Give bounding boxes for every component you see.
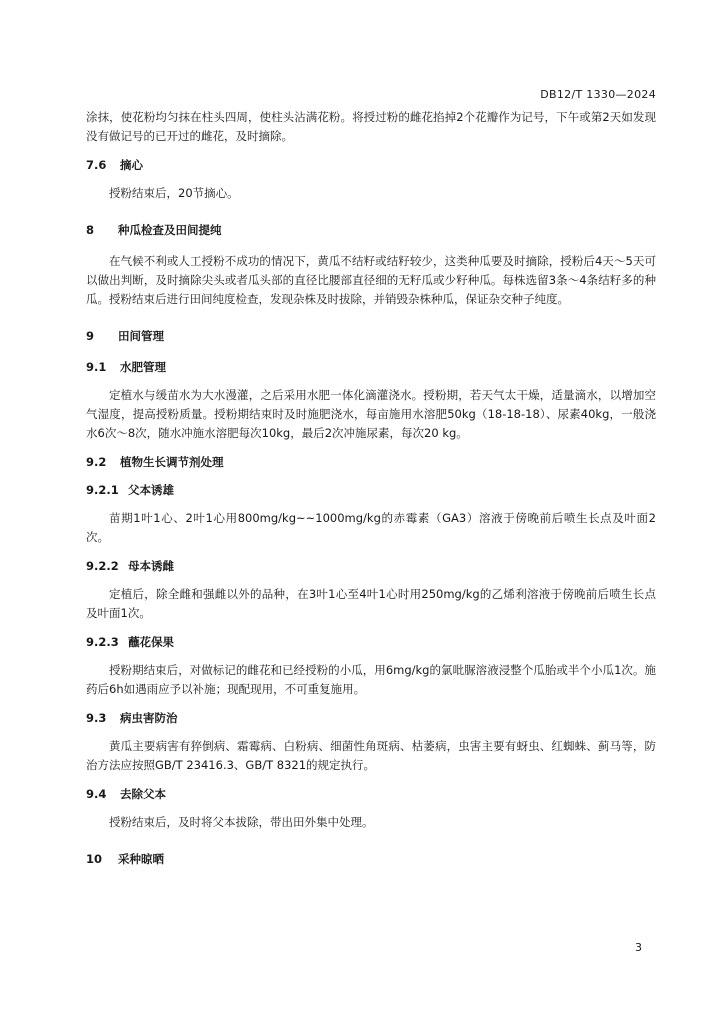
section-title: 去除父本 <box>120 787 166 801</box>
paragraph: 苗期1叶1心、2叶1心用800mg/kg~~1000mg/kg的赤霉素（GA3）溶液于傍晚前后喷生长点及叶面2次。 <box>86 511 656 544</box>
section-title: 病虫害防治 <box>120 711 178 725</box>
section-number: 9.3 <box>86 711 107 725</box>
section-title: 植物生长调节剂处理 <box>120 455 224 469</box>
paragraph: 在气候不利或人工授粉不成功的情况下，黄瓜不结籽或结籽较少，这类种瓜要及时摘除，授粉后4天～5天可以做出判断，及时摘除尖头或者瓜头部的直径比腰部直径细的无籽瓜或少籽种瓜。每株选留3条～4条结籽多的种瓜。授粉结束后进行田间纯度检查，发现杂株及时拔除，并销毁杂株种瓜，保证杂交种子纯度。 <box>86 254 656 306</box>
section-title: 母本诱雌 <box>128 559 174 573</box>
page-number: 3 <box>635 941 642 954</box>
section-number: 9.4 <box>86 787 107 801</box>
section-heading <box>86 709 656 728</box>
section-number: 9 <box>86 329 95 343</box>
section-title: 种瓜检查及田间提纯 <box>118 223 222 237</box>
section-heading <box>86 557 656 576</box>
section-number: 9.2 <box>86 455 107 469</box>
paragraph: 黄瓜主要病害有猝倒病、霜霉病、白粉病、细菌性角斑病、枯萎病，虫害主要有蚜虫、红蜘蛛、蓟马等，防治方法应按照GB/T 23416.3、GB/T 8321的规定执行。 <box>86 739 656 772</box>
paragraph: 授粉结束后，及时将父本拔除，带出田外集中处理。 <box>109 815 374 829</box>
section-title: 蘸花保果 <box>128 635 174 649</box>
paragraph: 定植水与缓苗水为大水漫灌，之后采用水肥一体化滴灌浇水。授粉期，若天气太干燥，适量滴水，以增加空气湿度，提高授粉质量。授粉期结束时及时施肥浇水，每亩施用水溶肥50kg（18-18-18）、尿素40kg，一般浇水6次～8次，随水冲施水溶肥每次10kg，最后2次冲施尿素，每次20 kg。 <box>86 388 656 440</box>
paragraph: 涂抹，使花粉均匀抹在柱头四周，使柱头沾满花粉。将授过粉的雌花掐掉2个花瓣作为记号，下午或第2天如发现没有做记号的已开过的雌花，及时摘除。 <box>86 110 656 143</box>
section-heading <box>86 358 656 377</box>
document-body <box>86 108 656 881</box>
paragraph: 授粉期结束后，对做标记的雌花和已经授粉的小瓜，用6mg/kg的氯吡脲溶液浸整个瓜胎或半个小瓜1次。施药后6h如遇雨应予以补施；现配现用，不可重复施用。 <box>86 663 656 696</box>
section-title: 采种晾晒 <box>118 852 164 866</box>
section-title: 水肥管理 <box>120 360 166 374</box>
section-number: 9.2.2 <box>86 559 119 573</box>
section-number: 9.2.1 <box>86 483 119 497</box>
section-heading <box>86 481 656 500</box>
section-heading <box>86 453 656 472</box>
section-heading <box>86 850 656 869</box>
section-number: 9.1 <box>86 360 107 374</box>
section-title: 摘心 <box>120 158 143 172</box>
section-heading <box>86 785 656 804</box>
section-heading <box>86 156 656 175</box>
paragraph: 授粉结束后，20节摘心。 <box>109 186 239 200</box>
section-number: 10 <box>86 852 103 866</box>
section-title: 父本诱雄 <box>128 483 174 497</box>
section-number: 8 <box>86 223 95 237</box>
section-heading <box>86 327 656 346</box>
document-code: DB12/T 1330—2024 <box>540 88 656 101</box>
section-heading <box>86 221 656 240</box>
section-number: 9.2.3 <box>86 635 119 649</box>
section-heading <box>86 633 656 652</box>
section-number: 7.6 <box>86 158 107 172</box>
paragraph: 定植后，除全雌和强雌以外的品种，在3叶1心至4叶1心时用250mg/kg的乙烯利溶液于傍晚前后喷生长点及叶面1次。 <box>86 587 656 620</box>
section-title: 田间管理 <box>118 329 164 343</box>
